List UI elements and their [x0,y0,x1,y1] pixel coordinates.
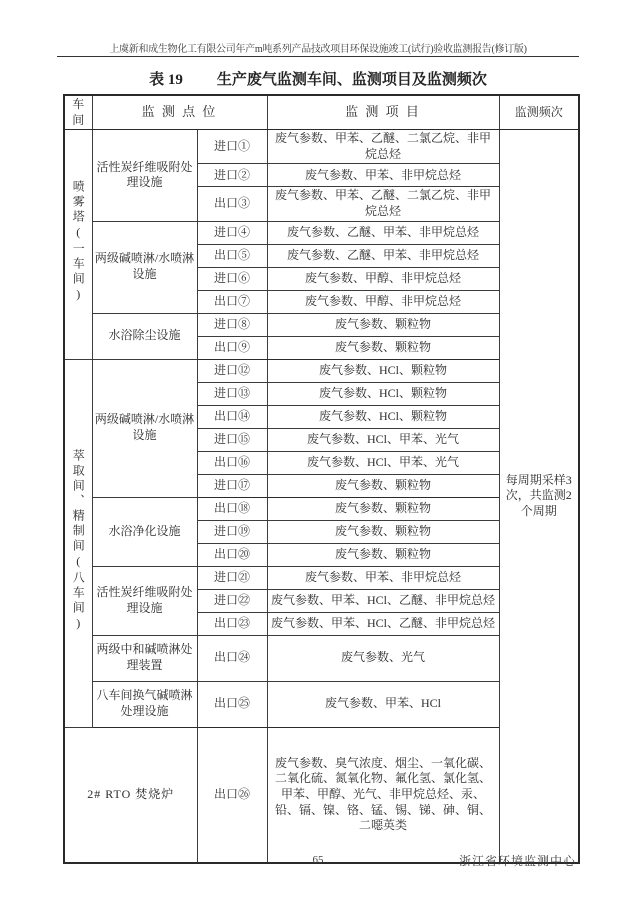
point-cell: 进口⑰ [197,474,267,497]
point-cell: 进口⑥ [197,267,267,290]
point-cell: 出口⑭ [197,405,267,428]
col-header-items: 监 测 项 目 [267,95,499,130]
items-cell: 废气参数、甲苯、HCl、乙醚、非甲烷总烃 [267,589,499,612]
point-cell: 出口⑤ [197,244,267,267]
table-number: 表 19 [149,72,183,88]
items-cell: 废气参数、乙醚、甲苯、非甲烷总烃 [267,244,499,267]
point-cell: 进口④ [197,221,267,244]
items-cell: 废气参数、甲苯、HCl [267,681,499,727]
items-cell: 废气参数、颗粒物 [267,497,499,520]
facility-g5-cell: 水浴净化设施 [92,497,197,566]
point-cell: 进口① [197,130,267,164]
items-cell: 废气参数、甲苯、非甲烷总烃 [267,566,499,589]
point-cell: 进口㉑ [197,566,267,589]
point-cell: 出口㉖ [197,727,267,863]
items-cell: 废气参数、甲醇、非甲烷总烃 [267,267,499,290]
items-cell: 废气参数、甲苯、非甲烷总烃 [267,164,499,187]
col-header-frequency: 监测频次 [499,95,579,130]
point-cell: 进口⑲ [197,520,267,543]
running-header: 上虞新和成生物化工有限公司年产m吨系列产品技改项目环保设施竣工(试行)验收监测报告(修订版) [109,44,527,55]
items-cell: 废气参数、HCl、颗粒物 [267,359,499,382]
rto-label-cell: 2# RTO 焚烧炉 [64,727,197,863]
workshop-b-cell [64,359,92,727]
point-cell: 出口③ [197,187,267,221]
frequency-cell: 每周期采样3次，共监测2个周期 [499,130,579,863]
point-cell: 进口⑧ [197,313,267,336]
point-cell: 出口㉔ [197,635,267,681]
items-cell: 废气参数、HCl、甲苯、光气 [267,451,499,474]
point-cell: 进口⑬ [197,382,267,405]
items-cell: 废气参数、甲苯、乙醚、二氯乙烷、非甲烷总烃 [267,187,499,221]
point-cell: 出口㉓ [197,612,267,635]
items-cell: 废气参数、颗粒物 [267,313,499,336]
items-cell: 废气参数、HCl、甲苯、光气 [267,428,499,451]
workshop-a-cell [64,130,92,359]
items-cell: 废气参数、臭气浓度、烟尘、一氧化碳、二氧化硫、氮氧化物、氟化氢、氯化氢、甲苯、甲醇、光气、非甲烷总烃、汞、铅、镉、镍、铬、锰、锡、锑、砷、铜、二噁英类 [267,727,499,863]
point-cell: 进口⑫ [197,359,267,382]
point-cell: 出口⑳ [197,543,267,566]
items-cell: 废气参数、颗粒物 [267,336,499,359]
facility-g2-cell: 两级碱喷淋/水喷淋设施 [92,221,197,313]
header-rule [57,56,579,57]
items-cell: 废气参数、颗粒物 [267,520,499,543]
col-header-workshop: 车间 [64,95,92,130]
items-cell: 废气参数、颗粒物 [267,543,499,566]
items-cell: 废气参数、甲醇、非甲烷总烃 [267,290,499,313]
monitoring-table [63,94,580,864]
items-cell: 废气参数、甲苯、乙醚、二氯乙烷、非甲烷总烃 [267,130,499,164]
col-header-point: 监 测 点 位 [92,95,267,130]
point-cell: 进口⑮ [197,428,267,451]
facility-g8-cell: 八车间换气碱喷淋处理设施 [92,681,197,727]
point-cell: 出口㉕ [197,681,267,727]
facility-g4-cell: 两级碱喷淋/水喷淋设施 [92,359,197,497]
point-cell: 进口② [197,164,267,187]
page-number: 65 [312,854,324,866]
point-cell: 进口㉒ [197,589,267,612]
facility-g3-cell: 水浴除尘设施 [92,313,197,359]
items-cell: 废气参数、HCl、颗粒物 [267,382,499,405]
point-cell: 出口⑱ [197,497,267,520]
facility-g7-cell: 两级中和碱喷淋处理装置 [92,635,197,681]
point-cell: 出口⑨ [197,336,267,359]
items-cell: 废气参数、光气 [267,635,499,681]
table-title-text: 生产废气监测车间、监测项目及监测频次 [216,72,487,88]
table-title [0,68,636,89]
facility-g1-cell: 活性炭纤维吸附处理设施 [92,130,197,221]
items-cell: 废气参数、甲苯、HCl、乙醚、非甲烷总烃 [267,612,499,635]
items-cell: 废气参数、HCl、颗粒物 [267,405,499,428]
point-cell: 出口⑯ [197,451,267,474]
point-cell: 出口⑦ [197,290,267,313]
items-cell: 废气参数、乙醚、甲苯、非甲烷总烃 [267,221,499,244]
workshop-a-label: 喷雾塔(一车间) [71,180,86,305]
items-cell: 废气参数、颗粒物 [267,474,499,497]
footer-organization: 浙江省环境监测中心 [458,854,576,868]
facility-g6-cell: 活性炭纤维吸附处理设施 [92,566,197,635]
workshop-b-label: 萃取间、精制间(八车间) [71,448,86,633]
